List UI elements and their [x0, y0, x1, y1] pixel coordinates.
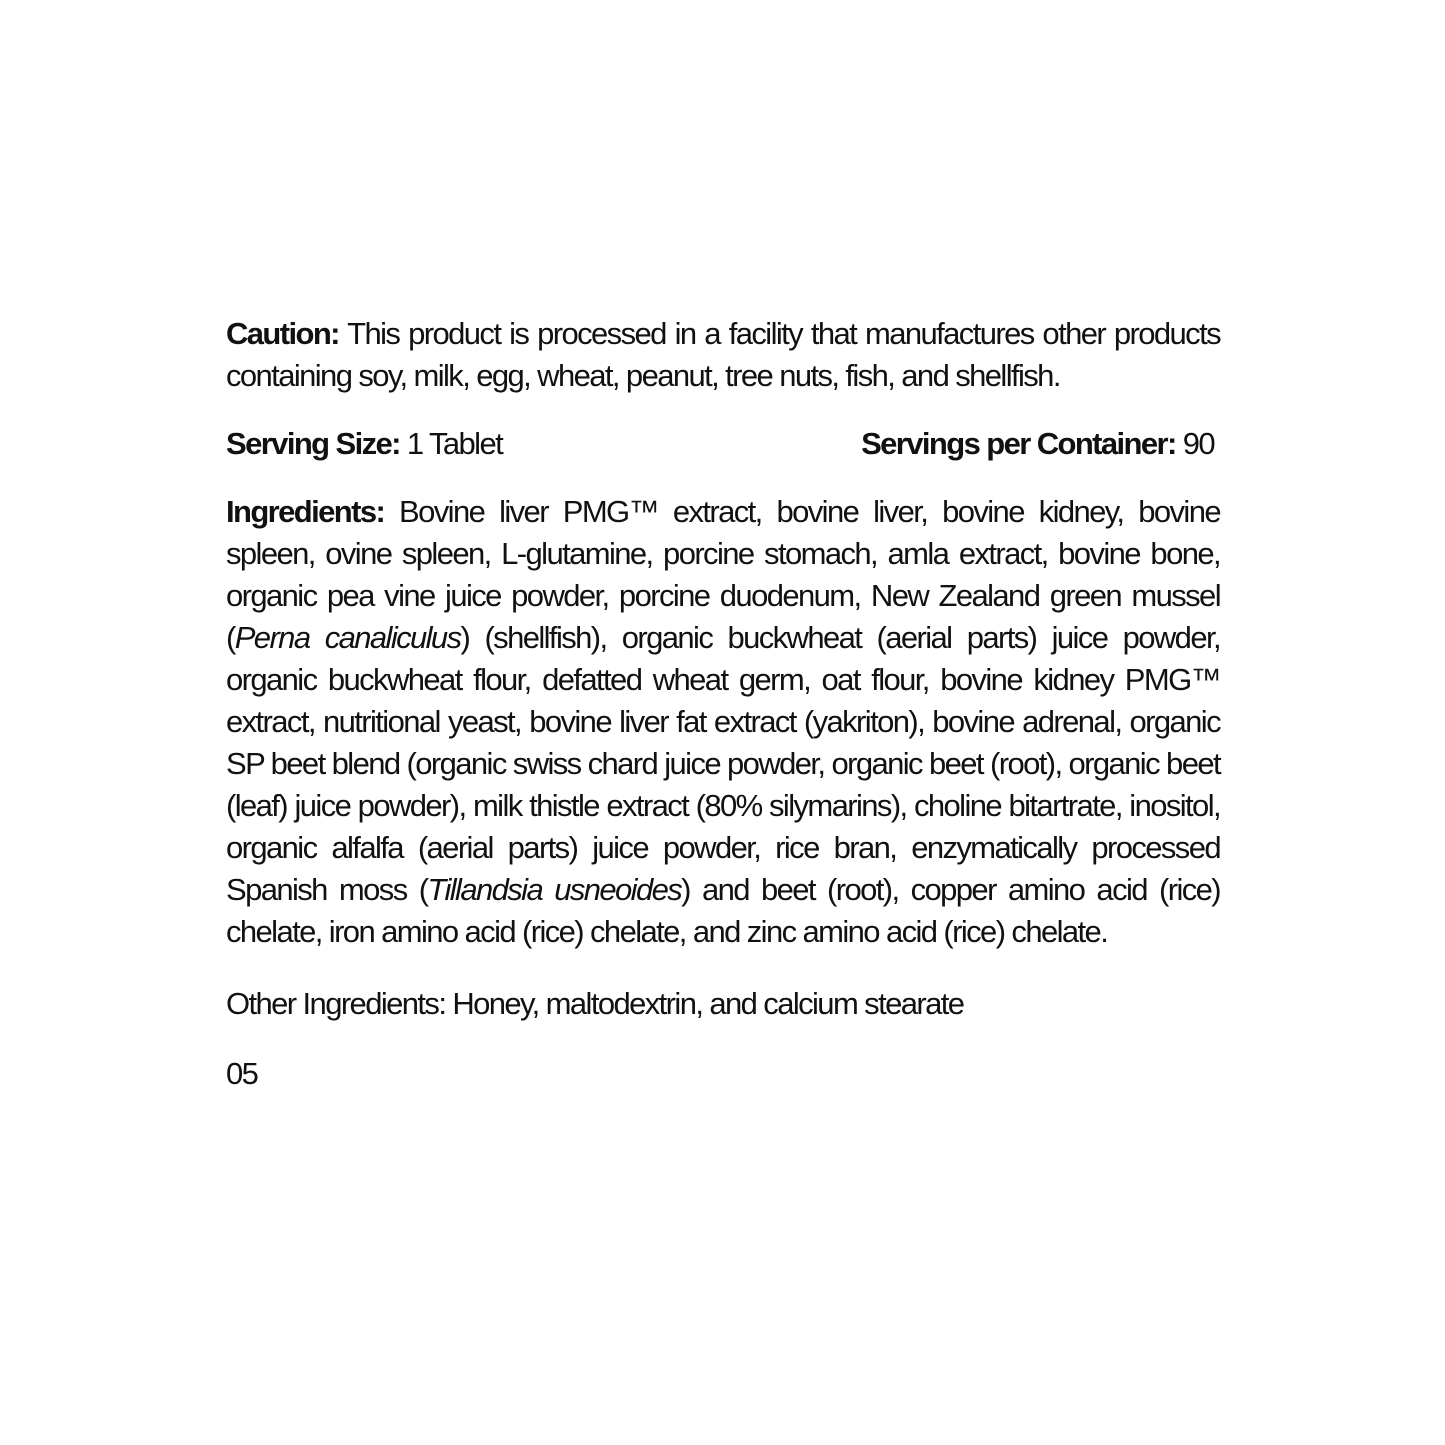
servings-per-container: [861, 423, 1214, 465]
serving-size-value: 1 Tablet: [399, 426, 503, 461]
other-ingredients: Other Ingredients: Honey, maltodextrin, and calcium stearate: [226, 986, 964, 1021]
ingredients-text-1: Bovine liver PMG™ extract, bovine liver, bovine kidney, bovine spleen, ovine spleen, L-glutamine, porcine stomach, amla extract, bovine bone, organic pea vine juice powder, porcine duodenum, New Zealand green mussel (: [226, 494, 1220, 655]
ingredients-latin-name-2: Tillandsia usneoides: [427, 872, 682, 907]
caution-text: This product is processed in a facility that manufactures other products containing soy, milk, egg, wheat, peanut, tree nuts, fish, and shellfish.: [226, 316, 1220, 393]
serving-info: [226, 423, 1220, 465]
supplement-label: [226, 313, 1220, 1095]
ingredients-label: Ingredients:: [226, 494, 385, 529]
ingredients-statement: [226, 491, 1220, 953]
caution-statement: [226, 313, 1220, 397]
serving-size: [226, 423, 502, 465]
servings-per-container-label: Servings per Container:: [861, 426, 1176, 461]
caution-label: Caution:: [226, 316, 339, 351]
ingredients-text-2: ) (shellfish), organic buckwheat (aerial parts) juice powder, organic buckwheat flour, defatted wheat germ, oat flour, bovine kidney PMG™ extract, nutritional yeast, bovine liver fat extract (yakriton), bovine adrenal, organic SP beet blend (organic swiss chard juice powder, organic beet (root), organic beet (leaf) juice powder), milk thistle extract (80% silymarins), choline bitartrate, inositol, organic alfalfa (aerial parts) juice powder, rice bran, enzymatically processed Spanish moss (: [226, 620, 1220, 907]
ingredients-latin-name-1: Perna canaliculus: [234, 620, 461, 655]
servings-per-container-value: 90: [1175, 426, 1214, 461]
ingredients-text-3: ) and beet (root), copper amino acid (rice) chelate, iron amino acid (rice) chelate, and zinc amino acid (rice) chelate.: [226, 872, 1220, 949]
lot-code: 05: [226, 1056, 258, 1091]
serving-size-label: Serving Size:: [226, 426, 400, 461]
